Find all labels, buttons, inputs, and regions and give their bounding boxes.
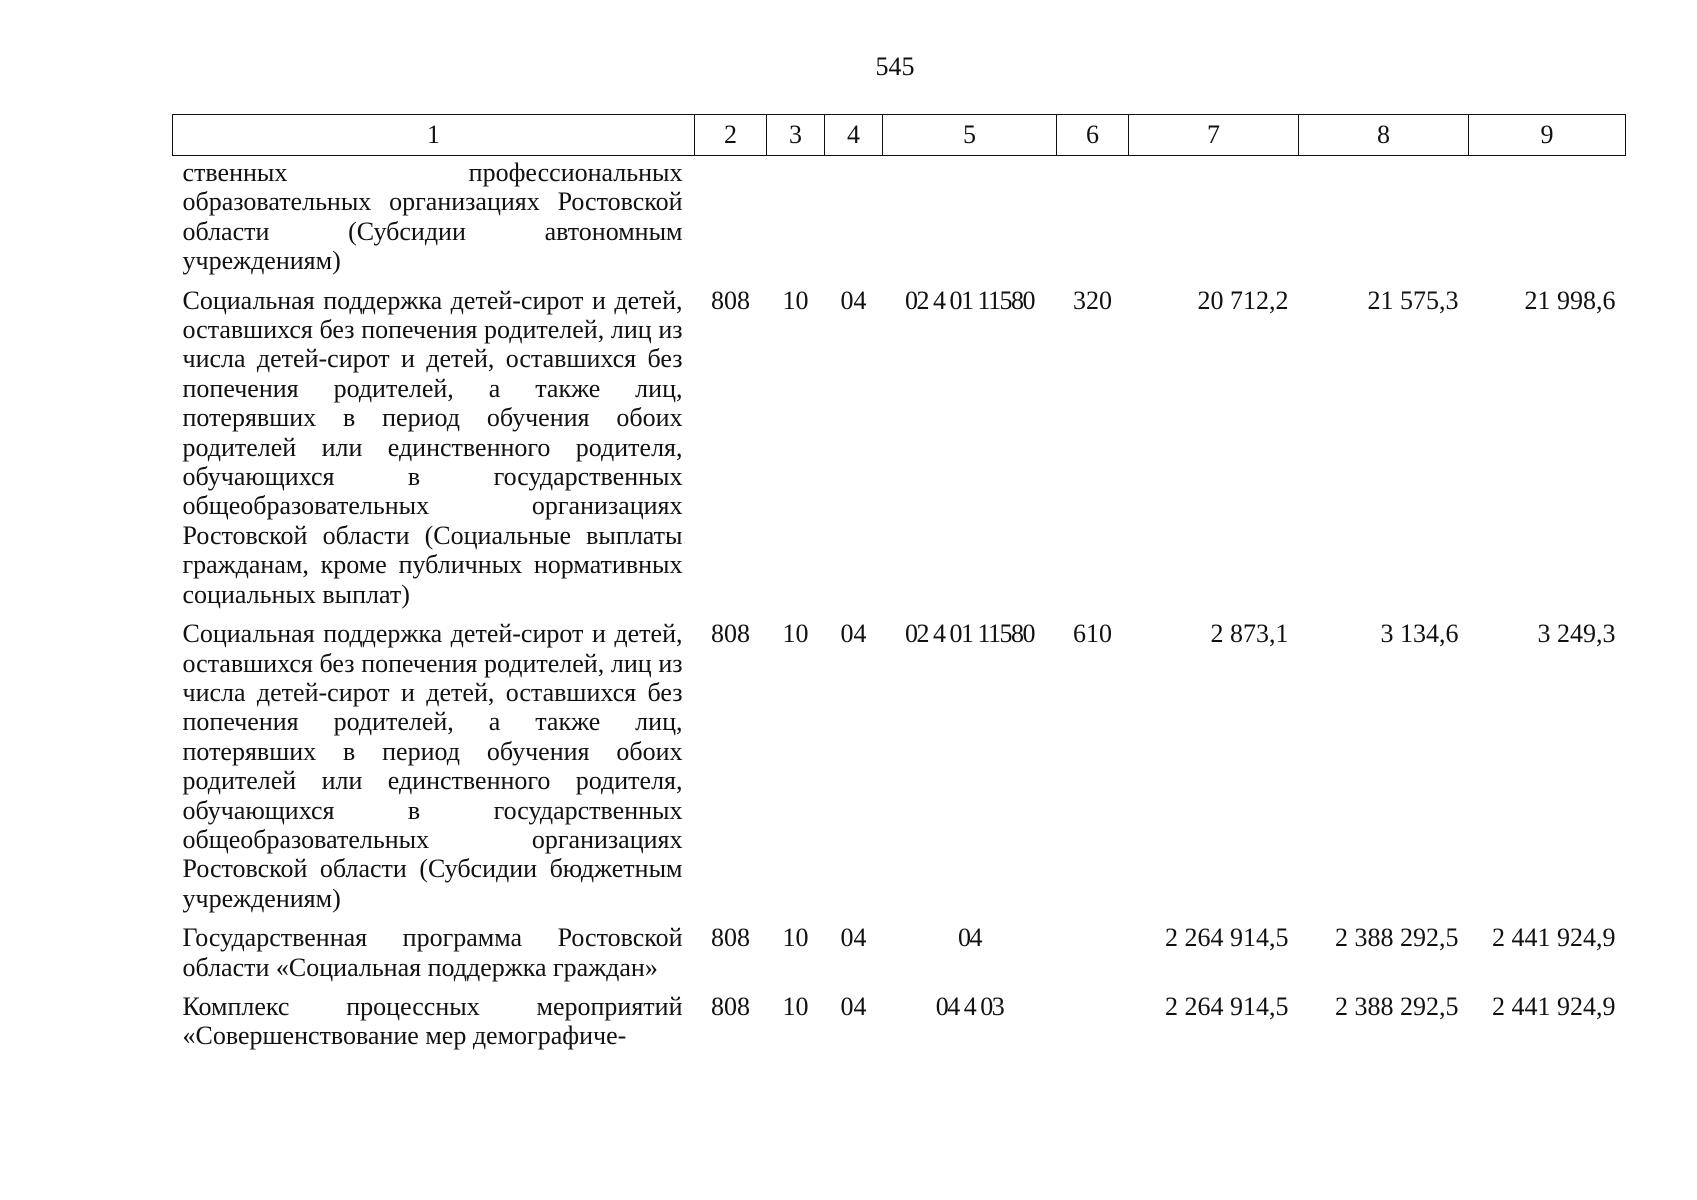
row-col-5: 04 4 03 — [935, 991, 1004, 1021]
row-col-3: 10 — [782, 619, 809, 649]
row-description: Социальная поддержка детей-сирот и детей, оставшихся без попечения родителей, лиц из числа детей-сирот и детей, оставшихся без попечения родителей, а также лиц, потерявших в период обучения обоих родителей или единственного родителя, обучающихся в государственных общеобразовательных организациях Ростовской области (Субсидии бюджетным учреждениям) — [182, 619, 683, 913]
table-header — [173, 115, 1626, 156]
table-row — [173, 276, 1626, 609]
row-col-9: 2 441 924,9 — [1492, 923, 1616, 953]
row-description: ственных профессиональных образовательных организациях Ростовской области (Субсидии автономным учреждениям) — [182, 158, 683, 276]
row-col-8: 2 388 292,5 — [1335, 991, 1459, 1021]
row-col-4: 04 — [840, 619, 867, 649]
row-col-6 — [1057, 156, 1129, 276]
row-col-3: 10 — [782, 285, 809, 315]
row-col-9: 21 998,6 — [1524, 285, 1616, 315]
row-col-9: 2 441 924,9 — [1492, 991, 1616, 1021]
row-col-2: 808 — [711, 619, 750, 649]
row-col-8 — [1299, 156, 1469, 276]
row-col-7 — [1129, 156, 1299, 276]
table-row — [173, 156, 1626, 276]
column-header-9: 9 — [1469, 115, 1626, 156]
budget-table — [172, 114, 1626, 1051]
column-header-6: 6 — [1057, 115, 1129, 156]
row-col-7: 20 712,2 — [1197, 285, 1289, 315]
row-col-2 — [695, 156, 767, 276]
page-number: 545 — [875, 52, 915, 81]
budget-table-sheet — [172, 114, 1625, 1051]
row-col-6: 320 — [1073, 285, 1112, 315]
column-header-7: 7 — [1129, 115, 1299, 156]
row-col-5 — [883, 156, 1057, 276]
row-col-7: 2 264 914,5 — [1165, 991, 1289, 1021]
row-description: Государственная программа Ростовской области «Социальная поддержка граждан» — [182, 923, 683, 982]
row-col-6 — [1057, 913, 1129, 982]
row-col-8: 2 388 292,5 — [1335, 923, 1459, 953]
row-col-6: 610 — [1073, 619, 1112, 649]
row-col-3: 10 — [782, 923, 809, 953]
row-col-4: 04 — [840, 991, 867, 1021]
header-row — [173, 115, 1626, 156]
row-col-3 — [767, 156, 825, 276]
row-col-4: 04 — [840, 285, 867, 315]
row-col-8: 21 575,3 — [1367, 285, 1459, 315]
row-col-9: 3 249,3 — [1537, 619, 1616, 649]
row-col-9 — [1469, 156, 1626, 276]
row-col-2: 808 — [711, 285, 750, 315]
row-col-5: 04 — [958, 923, 981, 953]
row-col-5: 02 4 01 11580 — [904, 619, 1035, 649]
row-col-7: 2 264 914,5 — [1165, 923, 1289, 953]
table-row — [173, 982, 1626, 1051]
row-col-6 — [1057, 982, 1129, 1051]
column-header-5: 5 — [883, 115, 1057, 156]
column-header-3: 3 — [767, 115, 825, 156]
row-col-4: 04 — [840, 923, 867, 953]
row-col-4 — [825, 156, 883, 276]
row-col-2: 808 — [711, 923, 750, 953]
row-description: Социальная поддержка детей-сирот и детей, оставшихся без попечения родителей, лиц из числа детей-сирот и детей, оставшихся без попечения родителей, а также лиц, потерявших в период обучения обоих родителей или единственного родителя, обучающихся в государственных общеобразовательных организациях Ростовской области (Социальные выплаты гражданам, кроме публичных нормативных социальных выплат) — [182, 285, 683, 609]
row-col-3: 10 — [782, 991, 809, 1021]
row-col-2: 808 — [711, 991, 750, 1021]
row-description: Комплекс процессных мероприятий «Совершенствование мер демографиче- — [182, 991, 683, 1051]
table-row — [173, 913, 1626, 982]
row-col-7: 2 873,1 — [1210, 619, 1289, 649]
table-row — [173, 609, 1626, 913]
column-header-2: 2 — [695, 115, 767, 156]
table-body — [173, 156, 1626, 1051]
column-header-4: 4 — [825, 115, 883, 156]
column-header-8: 8 — [1299, 115, 1469, 156]
column-header-1: 1 — [173, 115, 695, 156]
row-col-5: 02 4 01 11580 — [904, 285, 1035, 315]
row-col-8: 3 134,6 — [1380, 619, 1459, 649]
